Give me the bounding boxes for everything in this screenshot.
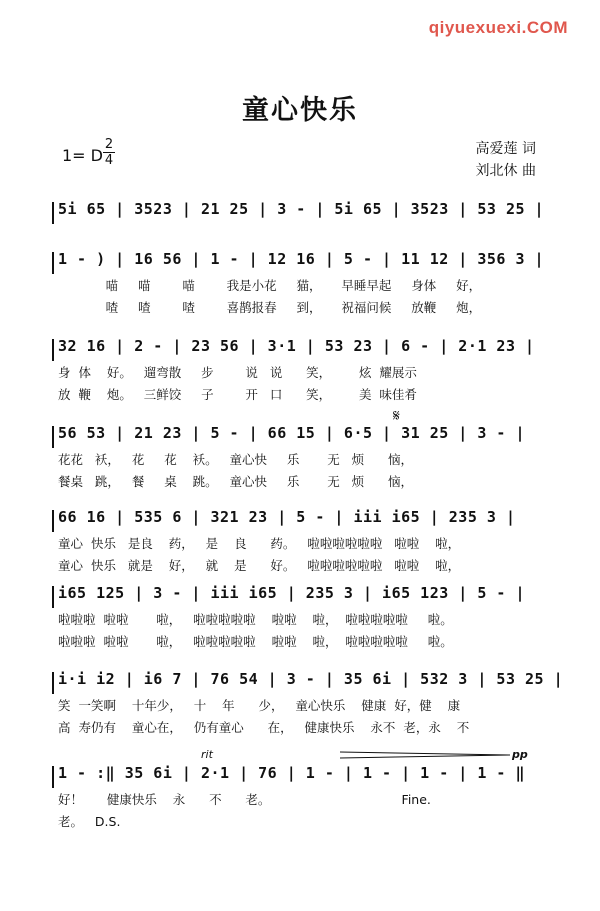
notation-line: 66 16 | 535 6 | 321 23 | 5 - | iii i65 | 235 3 |	[58, 508, 516, 526]
key-signature: 1= D	[62, 146, 103, 165]
pianissimo-mark: pp	[512, 748, 528, 761]
site-watermark: qiyuexuexi.COM	[428, 18, 568, 37]
notation-line: i65 125 | 3 - | iii i65 | 235 3 | i65 123 | 5 - |	[58, 584, 526, 602]
segno-sign: 𝄋	[393, 406, 400, 425]
meter-top: 2	[104, 137, 114, 152]
staff-row	[0, 200, 600, 230]
lyric-line: 好！ 健康快乐 永 不 老。 Fine.	[58, 792, 431, 807]
song-title: 童心快乐	[242, 95, 358, 126]
diminuendo-hairpin	[340, 750, 512, 762]
lyric-line: 啦啦啦 啦啦 啦， 啦啦啦啦啦 啦啦 啦， 啦啦啦啦啦 啦。	[58, 634, 453, 649]
lyric-line: 身 体 好。 遛弯散 步 说 说 笑， 炫 耀展示	[58, 365, 417, 380]
notation-line: 1 - ) | 16 56 | 1 - | 12 16 | 5 - | 11 12 | 356 3 |	[58, 250, 545, 268]
notation-line: 56 53 | 21 23 | 5 - | 66 15 | 6·5 | 31 25 | 3 - |	[58, 424, 526, 442]
barline	[52, 202, 54, 224]
barline	[52, 586, 54, 608]
lyricist-credit: 高爱莲 词	[475, 141, 536, 157]
lyric-line: 喵 喵 喵 我是小花 猫， 早睡早起 身体 好，	[58, 278, 482, 293]
barline	[52, 510, 54, 532]
lyric-line: 笑 一笑啊 十年少， 十 年 少， 童心快乐 健康 好，健 康	[58, 698, 461, 713]
barline	[52, 766, 54, 788]
barline	[52, 426, 54, 448]
lyric-line: 老。 D.S.	[58, 814, 121, 829]
lyric-line: 餐桌 跳， 餐 桌 跳。 童心快 乐 无 烦 恼，	[58, 474, 413, 489]
lyric-line: 童心 快乐 是良 药， 是 良 药。 啦啦啦啦啦啦 啦啦 啦，	[58, 536, 461, 551]
lyric-line: 高 寿仍有 童心在， 仍有童心 在， 健康快乐 永不 老，永 不	[58, 720, 470, 735]
lyric-line: 花花 袄， 花 花 袄。 童心快 乐 无 烦 恼，	[58, 452, 413, 467]
notation-line: 5i 65 | 3523 | 21 25 | 3 - | 5i 65 | 3523 | 53 25 |	[58, 200, 545, 218]
barline	[52, 339, 54, 361]
lyric-line: 啦啦啦 啦啦 啦， 啦啦啦啦啦 啦啦 啦， 啦啦啦啦啦 啦。	[58, 612, 453, 627]
barline	[52, 252, 54, 274]
composer-credit: 刘北休 曲	[475, 163, 536, 179]
time-signature	[103, 138, 115, 167]
notation-line: 32 16 | 2 - | 23 56 | 3·1 | 53 23 | 6 - | 2·1 23 |	[58, 337, 535, 355]
lyric-line: 放 鞭 炮。 三鲜饺 子 开 口 笑， 美 味佳肴	[58, 387, 417, 402]
notation-line: i·i i2 | i6 7 | 76 54 | 3 - | 35 6i | 532 3 | 53 25 |	[58, 670, 564, 688]
barline	[52, 672, 54, 694]
lyric-line: 童心 快乐 就是 好， 就 是 好。 啦啦啦啦啦啦 啦啦 啦，	[58, 558, 461, 573]
notation-line: 1 - :‖ 35 6i | 2·1 | 76 | 1 - | 1 - | 1 - | 1 - ‖	[58, 764, 526, 782]
meter-bottom: 4	[104, 153, 114, 168]
ritardando-mark: rit	[201, 748, 213, 761]
lyric-line: 喳 喳 喳 喜鹊报春 到， 祝福问候 放鞭 炮，	[58, 300, 482, 315]
